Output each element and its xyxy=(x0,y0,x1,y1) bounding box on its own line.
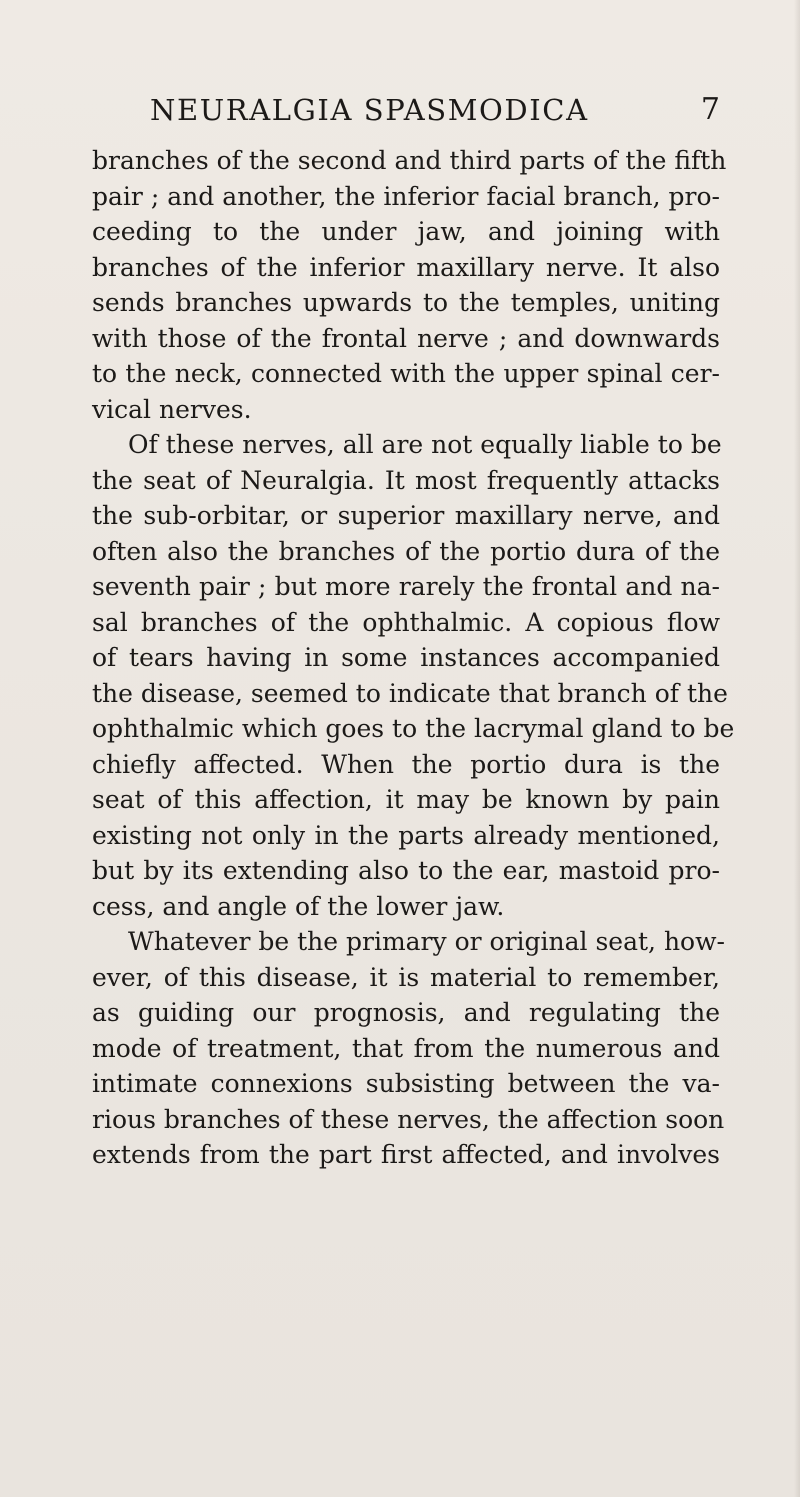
text-line: vical nerves. xyxy=(92,394,252,424)
page-edge-shadow xyxy=(794,0,800,1497)
text-line: the disease, seemed to indicate that branch of the xyxy=(92,678,728,708)
text-line: the seat of Neuralgia. It most frequently attacks xyxy=(92,465,720,495)
text-line: rious branches of these nerves, the affection soon xyxy=(92,1104,725,1134)
text-line: ophthalmic which goes to the lacrymal gland to be xyxy=(92,714,735,743)
text-line: intimate connexions subsisting between the va- xyxy=(92,1069,720,1098)
text-line: branches of the second and third parts of the fifth xyxy=(92,146,727,175)
text-line: seat of this affection, it may be known by pain xyxy=(92,785,720,814)
text-line: as guiding our prognosis, and regulating the xyxy=(92,998,720,1027)
text-line: chiefly affected. When the portio dura is the xyxy=(92,749,720,779)
text-line: to the neck, connected with the upper spinal cer- xyxy=(92,359,720,388)
text-line: with those of the frontal nerve ; and downwards xyxy=(92,323,720,353)
text-line: ceeding to the under jaw, and joining with xyxy=(92,217,720,246)
running-title: NEURALGIA SPASMODICA xyxy=(150,93,589,127)
running-head xyxy=(150,88,720,132)
paragraph-start-line: Whatever be the primary or original seat, how- xyxy=(128,927,725,956)
text-line: sends branches upwards to the temples, uniting xyxy=(92,288,720,317)
body-text xyxy=(92,143,735,1173)
text-line: cess, and angle of the lower jaw. xyxy=(92,891,505,921)
text-line: the sub-orbitar, or superior maxillary nerve, and xyxy=(92,501,720,530)
page-number: 7 xyxy=(700,92,720,127)
text-line: sal branches of the ophthalmic. A copious flow xyxy=(92,607,720,637)
text-line: branches of the inferior maxillary nerve. It also xyxy=(92,252,720,282)
text-line: existing not only in the parts already mentioned, xyxy=(92,820,720,850)
text-line: but by its extending also to the ear, mastoid pro- xyxy=(92,856,720,885)
text-line: pair ; and another, the inferior facial branch, pro- xyxy=(92,181,720,211)
text-line: of tears having in some instances accompanied xyxy=(92,643,720,672)
text-line: extends from the part first affected, and involves xyxy=(92,1140,720,1169)
text-line: seventh pair ; but more rarely the frontal and na- xyxy=(92,572,720,601)
text-line: ever, of this disease, it is material to remember, xyxy=(92,962,720,992)
paragraph-start-line: Of these nerves, all are not equally liable to be xyxy=(128,430,722,459)
text-line: mode of treatment, that from the numerous and xyxy=(92,1033,720,1063)
text-line: often also the branches of the portio dura of the xyxy=(92,536,720,566)
